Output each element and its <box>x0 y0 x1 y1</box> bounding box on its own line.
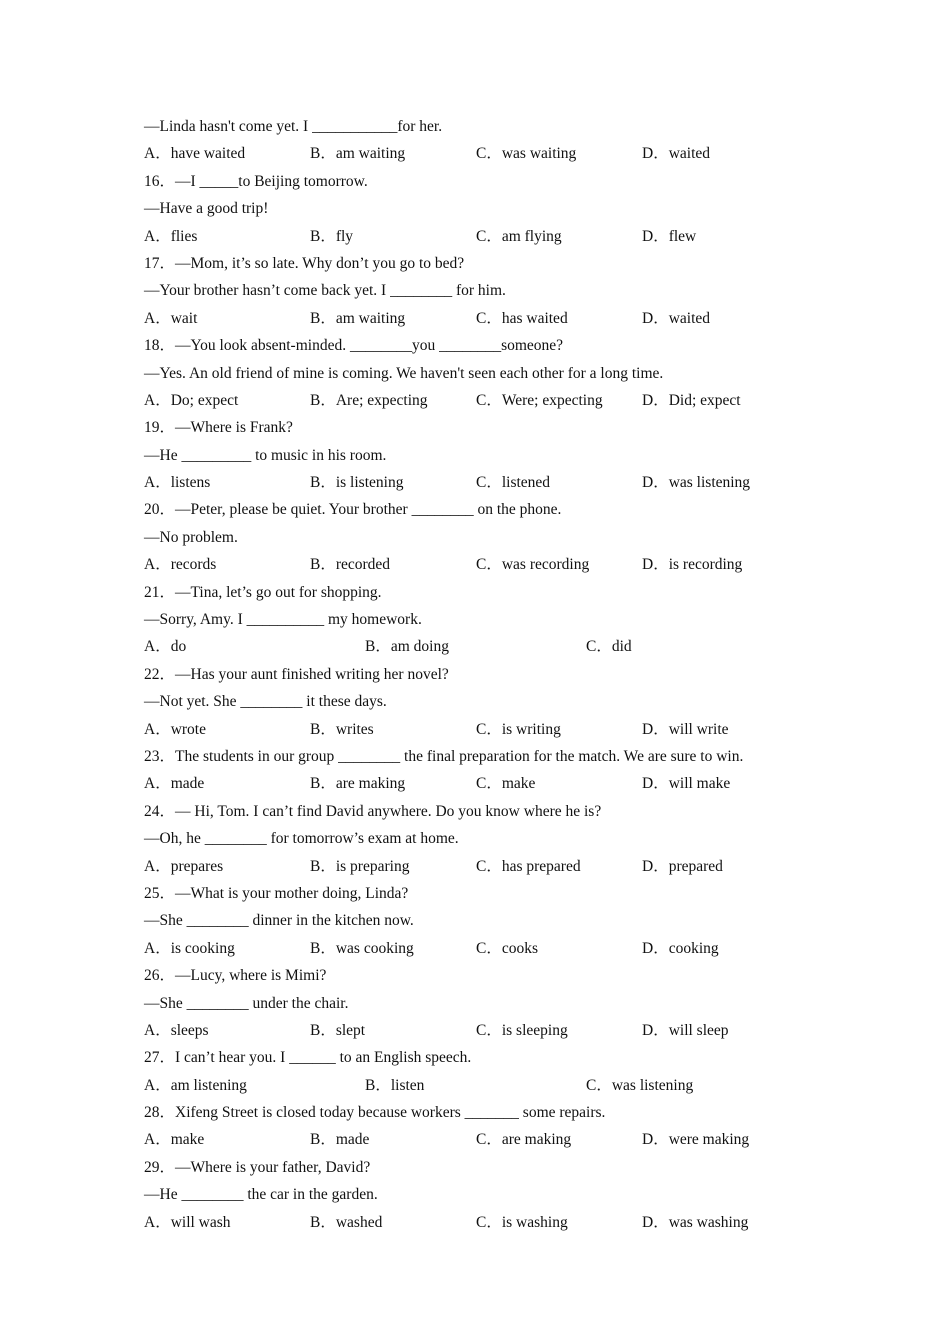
answer-option: A．have waited <box>144 145 246 163</box>
answer-option: A．records <box>144 556 217 574</box>
question-line: 20．—Peter, please be quiet. Your brother ________ on the phone. <box>144 501 562 519</box>
answer-option: D．was washing <box>642 1213 749 1231</box>
answer-options-row <box>144 716 824 743</box>
answer-options-row <box>144 935 824 962</box>
question-line: 29．—Where is your father, David? <box>144 1158 371 1176</box>
answer-option: B．am doing <box>365 638 449 656</box>
answer-option: B．slept <box>310 1021 366 1039</box>
answer-option: A．do <box>144 638 187 656</box>
answer-option: C．are making <box>476 1131 572 1149</box>
answer-options-row <box>144 305 824 332</box>
question-line: 28．Xifeng Street is closed today because workers _______ some repairs. <box>144 1104 606 1122</box>
question-line: —He ________ the car in the garden. <box>144 1186 378 1204</box>
answer-option: C．am flying <box>476 227 562 245</box>
answer-option: B．Are; expecting <box>310 391 428 409</box>
answer-option: C．was waiting <box>476 145 577 163</box>
question-line: —Have a good trip! <box>144 200 269 218</box>
answer-option: C．cooks <box>476 939 539 957</box>
answer-option: C．has waited <box>476 309 568 327</box>
question-line: —Linda hasn't come yet. I ___________for her. <box>144 118 443 135</box>
answer-option: A．wait <box>144 309 198 327</box>
answer-option: A．flies <box>144 227 198 245</box>
answer-option: D．waited <box>642 309 711 327</box>
answer-option: A．am listening <box>144 1076 247 1094</box>
question-line: 27．I can’t hear you. I ______ to an English speech. <box>144 1049 472 1067</box>
answer-option: C．is washing <box>476 1213 568 1231</box>
answer-option: D．will sleep <box>642 1021 729 1039</box>
answer-options-row <box>144 469 824 496</box>
answer-option: B．am waiting <box>310 145 406 163</box>
answer-option: D．were making <box>642 1131 750 1149</box>
exercise-list <box>144 113 824 1236</box>
answer-option: B．is listening <box>310 474 404 492</box>
question-line: 19．—Where is Frank? <box>144 419 293 437</box>
answer-option: A．is cooking <box>144 939 235 957</box>
answer-option: A．make <box>144 1131 205 1149</box>
answer-option: C．was listening <box>586 1076 694 1094</box>
answer-option: D．waited <box>642 145 711 163</box>
question-line: 21．—Tina, let’s go out for shopping. <box>144 583 382 601</box>
answer-option: D．is recording <box>642 556 743 574</box>
answer-options-row <box>144 140 824 167</box>
answer-option: C．did <box>586 638 632 656</box>
answer-options-row <box>144 1209 824 1236</box>
answer-option: D．flew <box>642 227 697 245</box>
question-line: —She ________ under the chair. <box>144 994 349 1012</box>
question-line: —Sorry, Amy. I __________ my homework. <box>144 611 422 629</box>
question-line: —Your brother hasn’t come back yet. I ________ for him. <box>144 282 506 300</box>
answer-option: B．writes <box>310 720 374 738</box>
answer-options-row <box>144 770 824 797</box>
question-line: —Not yet. She ________ it these days. <box>144 693 387 711</box>
answer-options-row <box>144 1072 824 1099</box>
question-line: —She ________ dinner in the kitchen now. <box>144 912 414 930</box>
answer-option: B．washed <box>310 1213 383 1231</box>
answer-option: B．listen <box>365 1076 425 1094</box>
answer-option: C．Were; expecting <box>476 391 603 409</box>
answer-option: C．has prepared <box>476 857 581 875</box>
question-line: 17．—Mom, it’s so late. Why don’t you go to bed? <box>144 254 465 272</box>
answer-option: D．cooking <box>642 939 719 957</box>
answer-option: B．is preparing <box>310 857 410 875</box>
answer-option: A．Do; expect <box>144 391 239 409</box>
question-line: 22．—Has your aunt finished writing her novel? <box>144 665 449 683</box>
answer-options-row <box>144 387 824 414</box>
answer-option: C．make <box>476 775 536 793</box>
answer-option: B．fly <box>310 227 354 245</box>
question-line: —He _________ to music in his room. <box>144 446 387 464</box>
answer-option: D．will write <box>642 720 729 738</box>
question-line: 24．— Hi, Tom. I can’t find David anywhere. Do you know where he is? <box>144 802 602 820</box>
answer-option: A．will wash <box>144 1213 231 1231</box>
answer-option: A．wrote <box>144 720 206 738</box>
answer-option: B．was cooking <box>310 939 414 957</box>
answer-options-row <box>144 633 824 660</box>
answer-option: D．was listening <box>642 474 751 492</box>
answer-option: C．is writing <box>476 720 561 738</box>
answer-option: B．recorded <box>310 556 391 574</box>
answer-options-row <box>144 551 824 578</box>
answer-option: D．will make <box>642 775 731 793</box>
question-line: —No problem. <box>144 528 238 546</box>
question-line: 18．—You look absent-minded. ________you ________someone? <box>144 337 564 355</box>
question-line: —Yes. An old friend of mine is coming. We haven't seen each other for a long time. <box>144 364 664 382</box>
answer-option: A．prepares <box>144 857 224 875</box>
question-line: 16．—I _____to Beijing tomorrow. <box>144 172 368 190</box>
question-line: —Oh, he ________ for tomorrow’s exam at home. <box>144 830 459 848</box>
question-line: 26．—Lucy, where is Mimi? <box>144 967 327 985</box>
answer-options-row <box>144 853 824 880</box>
answer-options-row <box>144 1126 824 1153</box>
answer-option: A．listens <box>144 474 211 492</box>
answer-option: D．Did; expect <box>642 391 741 409</box>
question-line: 25．—What is your mother doing, Linda? <box>144 884 409 902</box>
answer-option: A．made <box>144 775 205 793</box>
answer-options-row <box>144 1017 824 1044</box>
answer-option: C．was recording <box>476 556 590 574</box>
answer-option: B．am waiting <box>310 309 406 327</box>
answer-option: C．listened <box>476 474 551 492</box>
answer-option: B．are making <box>310 775 406 793</box>
answer-option: A．sleeps <box>144 1021 209 1039</box>
answer-options-row <box>144 223 824 250</box>
question-line: 23．The students in our group ________ the final preparation for the match. We are sure to win. <box>144 747 744 765</box>
answer-option: D．prepared <box>642 857 723 875</box>
answer-option: C．is sleeping <box>476 1021 568 1039</box>
answer-option: B．made <box>310 1131 370 1149</box>
